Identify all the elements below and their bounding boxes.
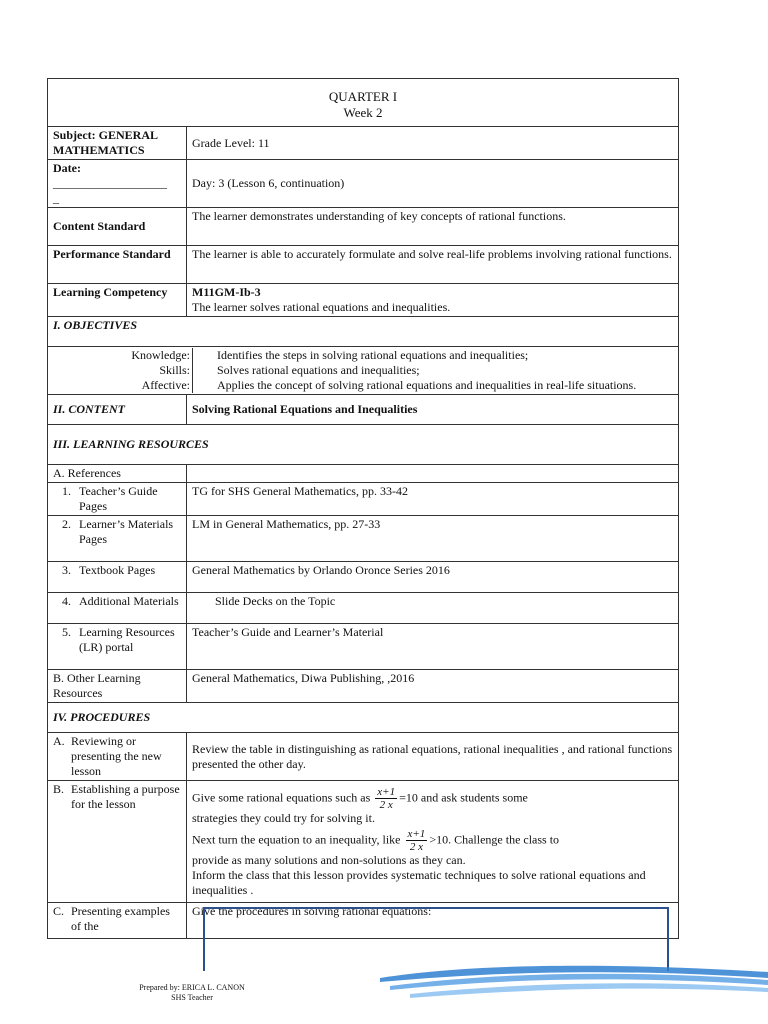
content-text: Solving Rational Equations and Inequalities: [187, 395, 679, 425]
fraction-denominator: 2 x: [409, 841, 423, 853]
ref-label: Learning Resources (LR) portal: [79, 625, 175, 654]
title-cell: [48, 79, 679, 127]
procedure-b-text: =10 and ask students some: [399, 790, 528, 805]
procedure-b-line3: [192, 828, 673, 853]
procedure-c-text: Give the procedures in solving rational equations:: [187, 903, 679, 939]
objective-affective: [48, 378, 673, 393]
ref-item-3: [48, 562, 187, 593]
procedure-b-line1: [192, 786, 673, 811]
procedure-label: Reviewing or presenting the new lesson: [71, 734, 162, 778]
quarter-title: QUARTER I: [328, 89, 398, 104]
procedure-c: [48, 903, 187, 939]
date-blank: ___________________: [53, 176, 167, 190]
content-heading: II. CONTENT: [48, 395, 187, 425]
fraction-numerator: x+1: [377, 786, 396, 798]
ref-num: 4.: [62, 594, 71, 608]
procedures-heading: IV. PROCEDURES: [48, 703, 679, 733]
learning-competency-cell: [187, 284, 679, 317]
ref-label: Additional Materials: [79, 594, 179, 608]
procedure-b-text: Give some rational equations such as: [192, 790, 371, 805]
fraction-numerator: x+1: [407, 828, 426, 840]
ref-item-2: [48, 516, 187, 562]
competency-text: The learner solves rational equations and inequalities.: [192, 300, 451, 314]
procedure-b-text: Next turn the equation to an inequality, like: [192, 832, 401, 847]
procedure-letter: C.: [53, 904, 65, 918]
procedure-a-text: Review the table in distinguishing as rational equations, rational inequalities , and rational functions presented the other day.: [187, 733, 679, 781]
objective-text: Applies the concept of solving rational equations and inequalities in real-life situations.: [217, 378, 637, 392]
other-resources-text: General Mathematics, Diwa Publishing, ,2016: [187, 670, 679, 703]
fraction: [375, 786, 397, 811]
ref-item-5: [48, 624, 187, 670]
prepared-by: Prepared by: ERICA L. CANON: [139, 983, 245, 992]
procedure-a: [48, 733, 187, 781]
ref-text: LM in General Mathematics, pp. 27-33: [187, 516, 679, 562]
objective-label: Knowledge:: [48, 348, 193, 363]
procedure-b-text: >10. Challenge the class to: [429, 832, 560, 847]
procedure-b-line2: strategies they could try for solving it.: [192, 811, 375, 825]
objective-knowledge: [48, 348, 673, 363]
content-standard-label: Content Standard: [48, 208, 187, 246]
other-resources-label: B. Other Learning Resources: [48, 670, 187, 703]
ref-text: General Mathematics by Orlando Oronce Series 2016: [187, 562, 679, 593]
procedure-letter: A.: [53, 734, 65, 748]
ref-label: Teacher’s Guide Pages: [79, 484, 158, 513]
objective-label: Skills:: [48, 363, 193, 378]
procedure-letter: B.: [53, 782, 65, 796]
ref-label: Textbook Pages: [79, 563, 156, 577]
ref-num: 2.: [62, 517, 71, 531]
objective-label: Affective:: [48, 378, 193, 393]
learning-resources-heading: III. LEARNING RESOURCES: [48, 425, 679, 465]
ref-text: Slide Decks on the Topic: [187, 593, 679, 624]
objectives-list: [48, 347, 679, 395]
day-label: Day: 3 (Lesson 6, continuation): [187, 160, 679, 208]
ref-num: 1.: [62, 484, 71, 498]
ref-text: TG for SHS General Mathematics, pp. 33-42: [187, 483, 679, 516]
content-standard-text: The learner demonstrates understanding of key concepts of rational functions.: [187, 208, 679, 246]
fraction: [406, 828, 428, 853]
references-empty: [187, 465, 679, 483]
competency-code: M11GM-Ib-3: [192, 285, 261, 299]
ref-num: 5.: [62, 625, 71, 639]
procedure-b: [48, 781, 187, 903]
ref-item-1: [48, 483, 187, 516]
objectives-heading: I. OBJECTIVES: [48, 317, 679, 347]
ref-item-4: [48, 593, 187, 624]
ref-label: Learner’s Materials Pages: [79, 517, 174, 546]
grade-level: Grade Level: 11: [187, 127, 679, 160]
date-cell: [48, 160, 187, 208]
lesson-plan-table: [47, 78, 679, 939]
learning-competency-label: Learning Competency: [48, 284, 187, 317]
fraction-denominator: 2 x: [379, 799, 393, 811]
procedure-label: Presenting examples of the: [71, 904, 170, 933]
objective-skills: [48, 363, 673, 378]
subject-cell: Subject: GENERAL MATHEMATICS: [48, 127, 187, 160]
performance-standard-text: The learner is able to accurately formulate and solve real-life problems involving rational functions.: [187, 246, 679, 284]
teacher-role: SHS Teacher: [171, 993, 213, 1002]
objective-text: Identifies the steps in solving rational equations and inequalities;: [217, 348, 529, 362]
performance-standard-label: Performance Standard: [48, 246, 187, 284]
procedure-label: Establishing a purpose for the lesson: [71, 782, 180, 811]
objective-text: Solves rational equations and inequalities;: [217, 363, 420, 377]
ref-num: 3.: [62, 563, 71, 577]
footer: [112, 983, 272, 1003]
week-label: Week 2: [343, 105, 383, 120]
decorative-wave-icon: [380, 960, 768, 1000]
date-blank-tail: _: [53, 191, 59, 205]
procedure-b-line4: provide as many solutions and non-solutions as they can.: [192, 853, 466, 867]
references-label: A. References: [48, 465, 187, 483]
date-label: Date:: [53, 161, 81, 175]
procedure-b-line5: Inform the class that this lesson provides systematic techniques to solve rational equations and inequalities .: [192, 868, 646, 897]
ref-text: Teacher’s Guide and Learner’s Material: [187, 624, 679, 670]
procedure-b-cell: [187, 781, 679, 903]
